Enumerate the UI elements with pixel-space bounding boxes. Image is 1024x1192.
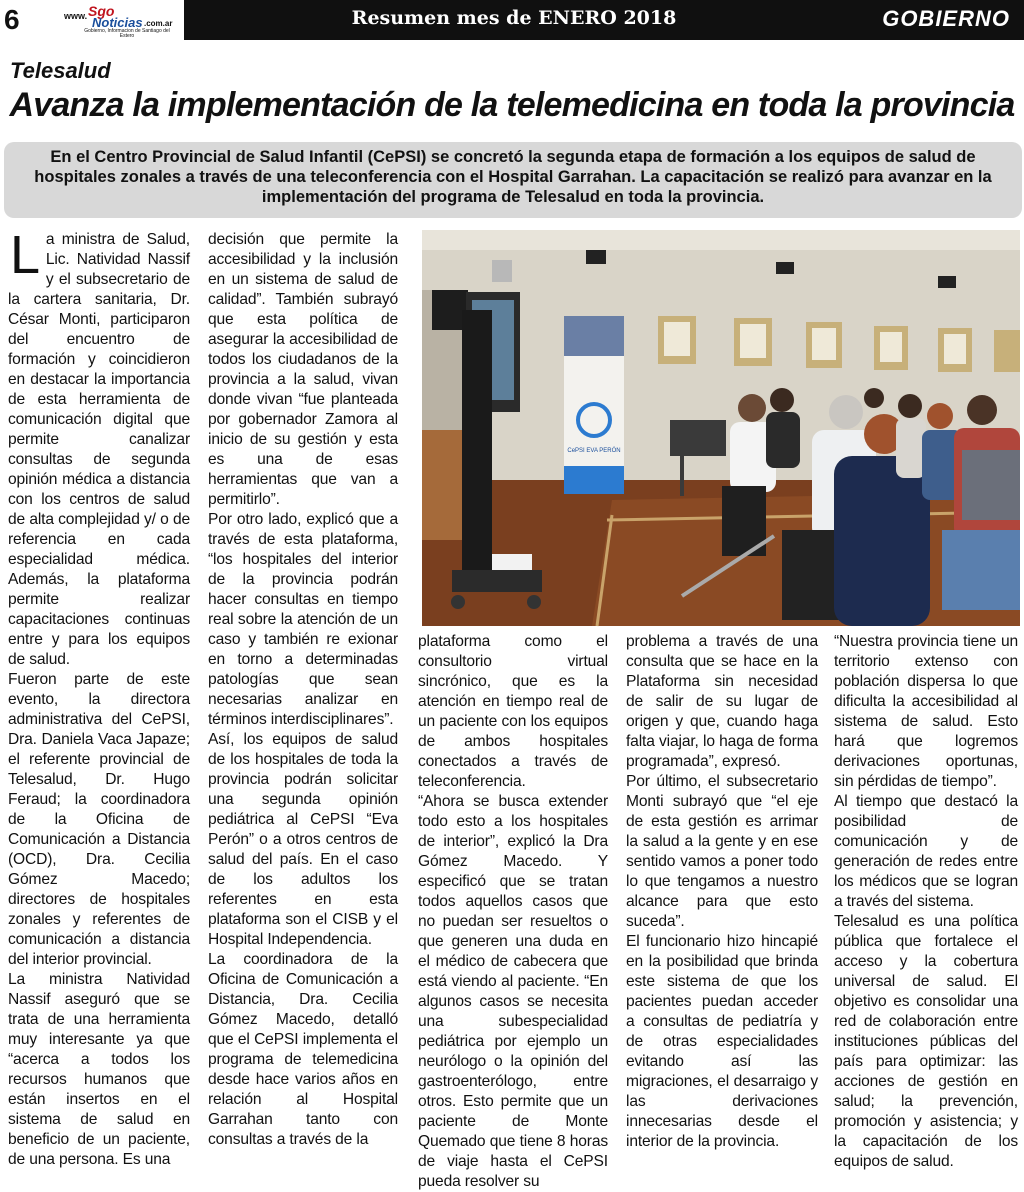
photo-banner — [564, 316, 624, 494]
article-column-5 — [834, 632, 1018, 1172]
paragraph: “Ahora se busca extender todo esto a los hospitales de interior”, explicó la Dra Gómez Macedo. Y especificó que se tratan todos aquellos casos que no puedan ser resueltos o que generen una duda en el médico de cabecera que está viendo al paciente. “En algunos casos se necesita una subespecialidad pediátrica por ejemplo un neurólogo o la opinión del gastroenterólogo, entre otros. Esto permite que un paciente de Monte Quemado que tiene 8 horas de viaje hasta el CePSI pueda resolver su — [418, 793, 608, 1190]
issue-title: Resumen mes de ENERO 2018 — [351, 7, 677, 29]
article-kicker: Telesalud — [10, 58, 111, 83]
article-headline: Avanza la implementación de la telemedicina en toda la provincia — [9, 86, 1015, 124]
paragraph: El funcionario hizo hincapié en la posibilidad que brinda este sistema de que los pacientes puedan acceder a consultas de pediatría y de otras especialidades evitando así las migraciones, el desarraigo y las derivaciones innecesarias desde el interior de la provincia. — [626, 933, 818, 1150]
paragraph — [8, 225, 190, 670]
logo-tagline: Gobierno, Informacion de Santiago del Estero — [84, 28, 170, 39]
paragraph: problema a través de una consulta que se hace en la Plataforma sin necesidad de salir de su lugar de origen y que, cuando haga falta viajar, lo haga de forma programada”, expresó. — [626, 633, 818, 770]
logo-tld: .com.ar — [144, 19, 173, 28]
article-column-4 — [626, 632, 818, 1152]
paragraph: Así, los equipos de salud de los hospitales de toda la provincia podrán solicitar una segunda opinión pediátrica al CePSI “Eva Perón” o a otros centros de salud del país. En el caso de los adultos los referentes en esta plataforma son el CISB y el Hospital Independencia. — [208, 731, 398, 948]
banner-text: CePSI EVA PERÓN — [567, 448, 621, 454]
paragraph-text: a ministra de Salud, Lic. Natividad Nassif y el subsecretario de la cartera sanitaria, Dr. César Monti, participaron del encuentro de formación y coincidieron en destacar la importancia de esta herramienta de comunicación digital que permite canalizar consultas de segunda opinión médica a distancia con los centros de salud de alta complejidad y/ o de referencia en cada especialidad médica. Además, la plataforma permite realizar capacitaciones continuas entre y para los equipos de salud. — [8, 231, 190, 668]
paragraph: decisión que permite la accesibilidad y la inclusión en un sistema de salud de calidad”. También subrayó que esta política de asegurar la accesibilidad de todos los ciudadanos de la provincia a la salud, vivan donde vivan “fue planteada por gobernador Zamora al inicio de su gestión y esta es una de esas herramientas que van a permitirlo”. — [208, 231, 398, 508]
paragraph: “Nuestra provincia tiene un territorio extenso con población dispersa lo que dificulta la accesibilidad al sistema de salud. Esto hará que logremos derivaciones oportunas, sin pérdidas de tiempo”. — [834, 633, 1018, 790]
paragraph: La ministra Natividad Nassif aseguró que se trata de una herramienta muy interesante ya que “acerca a todos los recursos humanos que están insertos en el sistema de salud en beneficio de un paciente, de una persona. Es una — [8, 971, 190, 1168]
article-column-1 — [8, 225, 190, 1170]
logo-brand-bottom: Noticias — [92, 15, 143, 30]
article-column-2 — [208, 230, 398, 1150]
paragraph: Telesalud es una política pública que fortalece el acceso y la cobertura universal de salud. El objetivo es consolidar una red de colaboración entre instituciones públicas del país para optimizar: las acciones de gestión en salud; la prevención, promoción y asistencia; y la capacitación de los equipos de salud. — [834, 913, 1018, 1170]
photo-illustration — [422, 230, 1020, 626]
logo-brand-top: Sgo — [88, 3, 115, 19]
dropcap: L — [10, 225, 40, 285]
article-photo — [422, 230, 1020, 626]
paragraph: plataforma como el consultorio virtual sincrónico, que es la atención en tiempo real de un paciente con los equipos de ambos hospitales conectados a través de teleconferencia. — [418, 633, 608, 790]
section-label: GOBIERNO — [882, 6, 1010, 31]
logo-prefix: www. — [64, 11, 88, 21]
paragraph: La coordinadora de la Oficina de Comunicación a Distancia, Dra. Cecilia Gómez Macedo, detalló que el CePSI implementa el programa de telemedicina desde hace varios años en relación al Hospital Garrahan tanto con consultas a través de la — [208, 951, 398, 1148]
article-lead: En el Centro Provincial de Salud Infantil (CePSI) se concretó la segunda etapa de formación a los equipos de salud de hospitales zonales a través de una teleconferencia con el Hospital Garrahan. La capacitación se realizó para avanzar en la implementación del programa de Telesalud en toda la provincia. — [4, 142, 1022, 218]
paragraph: Fueron parte de este evento, la directora administrativa del CePSI, Dra. Daniela Vaca Japaze; el referente provincial de Telesalud, Dr. Hugo Feraud; la coordinadora de la Oficina de Comunicación a Distancia (OCD), Dra. Cecilia Gómez Macedo; directores de hospitales zonales y referentes de comunicación a distancia del interior provincial. — [8, 671, 190, 968]
paragraph: Por otro lado, explicó que a través de esta plataforma, “los hospitales del interior de la provincia podrán hacer consultas en tiempo real sobre la atención de un caso y también re exionar en torno a determinadas patologías que sean necesarias analizar en términos interdisciplinares”. — [208, 511, 398, 728]
header-bar — [184, 0, 1024, 40]
page-number: 6 — [4, 4, 20, 35]
paragraph: Al tiempo que destacó la posibilidad de comunicación y de generación de redes entre los médicos que se logran a través del sistema. — [834, 793, 1018, 910]
article-column-3 — [418, 632, 608, 1192]
paragraph: Por último, el subsecretario Monti subrayó que “el eje de esta gestión es arrimar la salud a la gente y en ese sentido vamos a poner todo lo que tengamos a nuestro alcance para que esto suceda”. — [626, 773, 818, 930]
sgonoticias-logo[interactable] — [62, 3, 182, 39]
